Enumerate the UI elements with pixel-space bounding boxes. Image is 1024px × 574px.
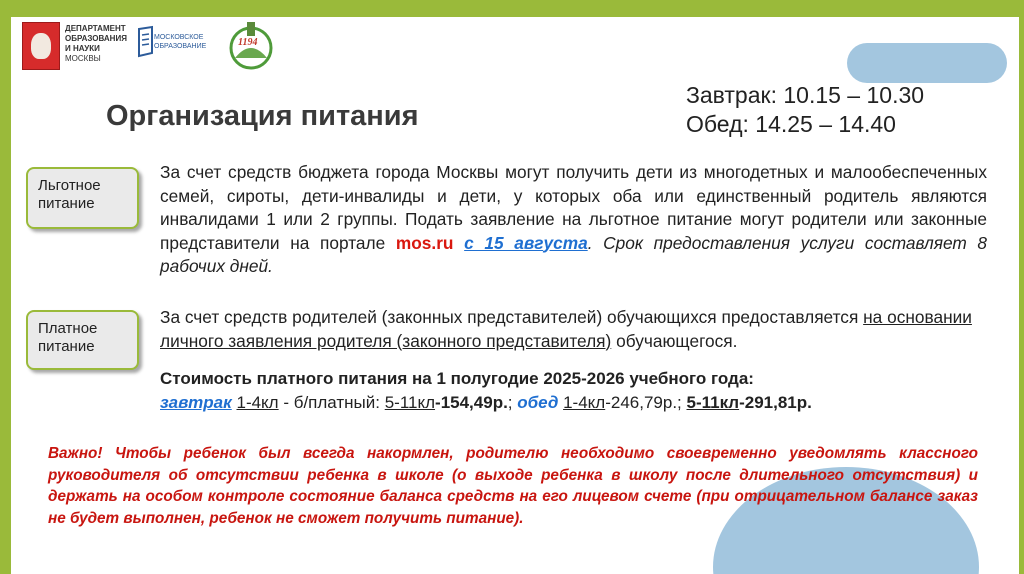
school-logo [225, 18, 277, 72]
meal-schedule [686, 81, 924, 139]
date-link[interactable]: с 15 августа [464, 232, 588, 253]
mos-ru-link[interactable]: mos.ru [395, 232, 454, 253]
benefit-meals-badge: Льготное питание [26, 167, 139, 229]
paid-meals-text: За счет средств родителей (законных представителей) обучающихся предоставляется на основании личного заявления родителя (законного представителя) обучающегося. [160, 307, 972, 351]
lunch-time: Обед: 14.25 – 14.40 [686, 111, 896, 137]
paid-meals-badge: Платное питание [26, 310, 139, 370]
page-title: Организация питания [106, 100, 419, 132]
cost-line: завтрак 1-4кл - б/платный: 5-11кл-154,49р.; обед 1-4кл-246,79р.; 5-11кл-291,81р. [160, 393, 812, 412]
breakfast-time: Завтрак: 10.15 – 10.30 [686, 82, 925, 108]
cost-title: Стоимость платного питания на 1 полугодие 2025-2026 учебного года: [160, 369, 754, 388]
moscow-education-logo [137, 25, 155, 59]
dept-logo-text: ДЕПАРТАМЕНТ ОБРАЗОВАНИЯ И НАУКИ МОСКВЫ [65, 24, 127, 63]
moscow-education-logo-text: МОСКОВСКОЕ ОБРАЗОВАНИЕ [154, 34, 207, 50]
decor-circle-top [847, 43, 1007, 83]
moscow-coat-of-arms-logo [22, 22, 60, 70]
left-green-frame [0, 0, 11, 574]
school-number-text: 1194 [238, 37, 258, 48]
important-notice: Важно! Чтобы ребенок был всегда накормлен, родителю необходимо своевременно уведомлять классного руководителя об отсутствии ребенка в школе (о выходе ребенка в школу после длительного отсутствия) и держать на особом контроле состояние баланса средств на его лицевом счете (при отрицательном балансе заказ не будет выполнен, ребенок не сможет получить питание). [48, 445, 978, 527]
benefit-meals-text: За счет средств бюджета города Москвы могут получить дети из многодетных и малообеспеченных семей, сироты, дети-инвалиды и дети, у которых оба или единственный родитель являются инвалидами 1 или 2 группы. Подать заявление на льготное питание могут родители или законные представители на портале mos.ru с 15 августа. Срок предоставления услуги составляет 8 рабочих дней. [160, 162, 988, 276]
